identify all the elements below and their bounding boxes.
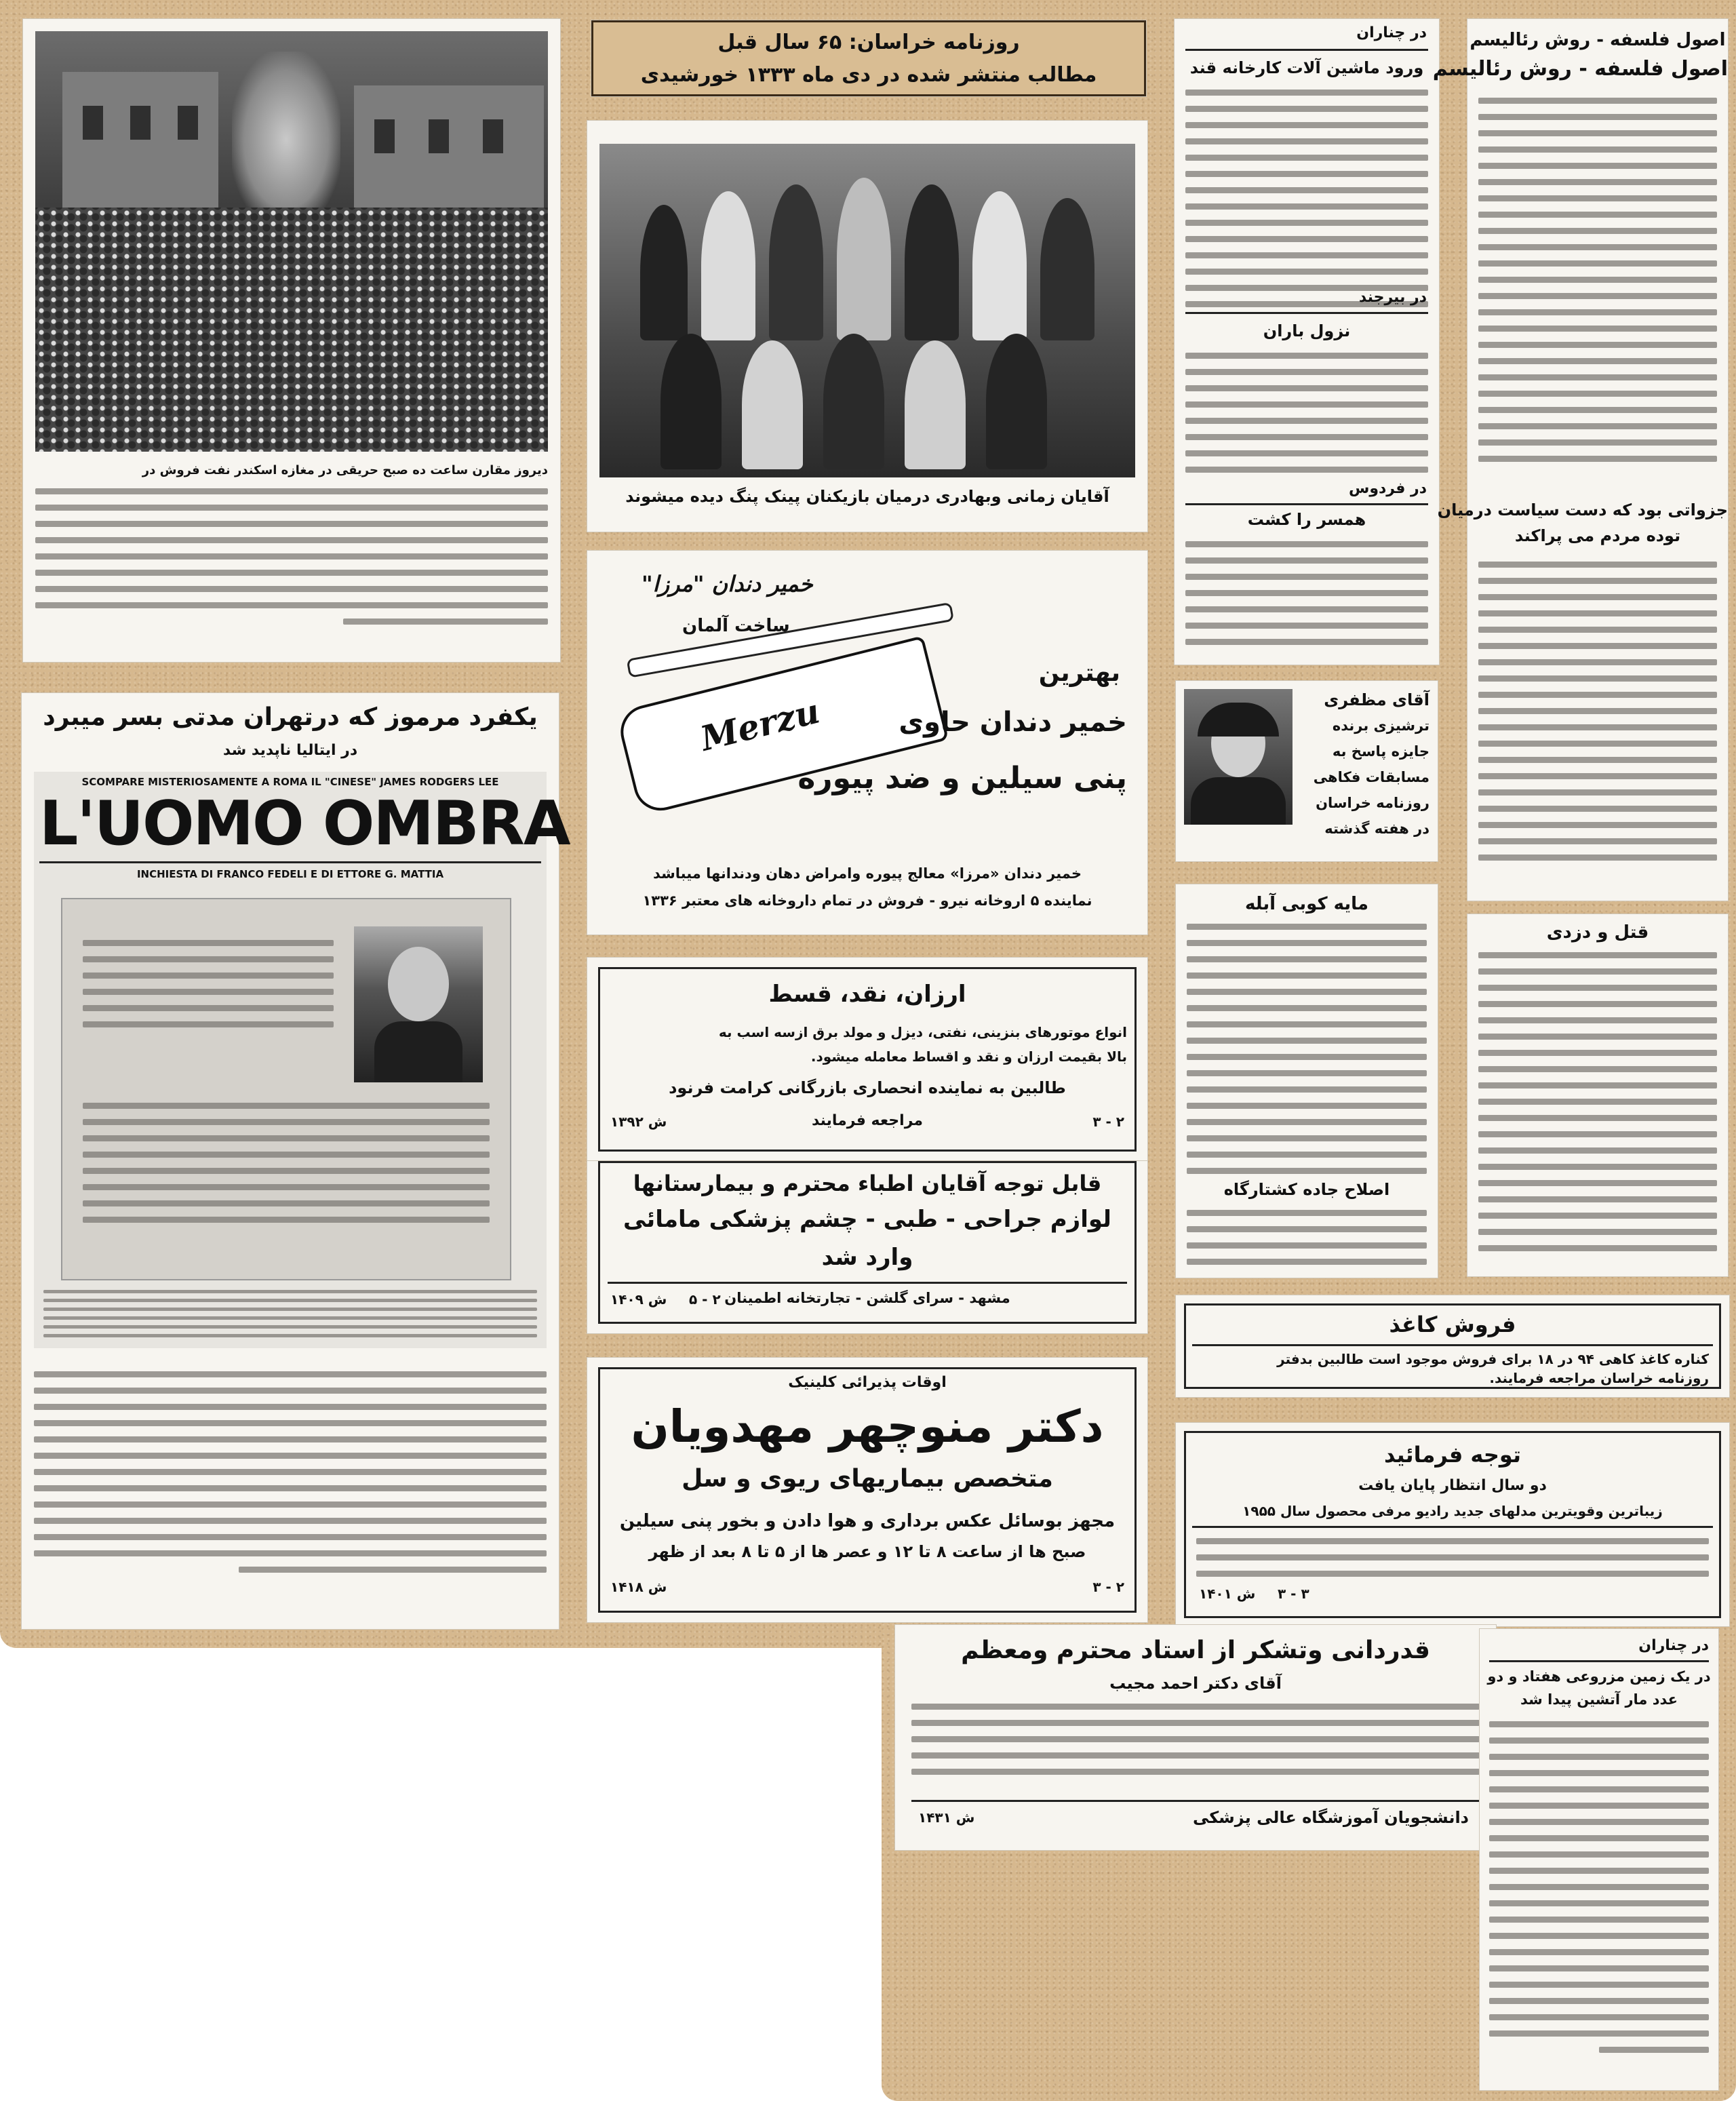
- radio-body: [1196, 1538, 1709, 1587]
- paper-sale-ad: [1176, 1295, 1729, 1397]
- snakes-body: [1489, 1721, 1709, 2063]
- chenaran-headline: ورود ماشین آلات کارخانه قند: [1189, 58, 1424, 77]
- mozaffari-line-5: در هفته گذشته: [1324, 821, 1429, 837]
- players-article: [587, 121, 1147, 532]
- paper-sale-line-1: کناره کاغذ کاهی ۹۴ در ۱۸ برای فروش موجود است طالبین بدفتر: [1277, 1351, 1709, 1367]
- chenaran-body-text: [1185, 90, 1428, 317]
- italian-title: L'UOMO OMBRA: [39, 788, 570, 859]
- mozaffari-line-1: ترشیزی برنده: [1332, 718, 1429, 734]
- doctor-line-2: صبح ها از ساعت ۸ تا ۱۲ و عصر ها از ۵ تا ۸ بعد از ظهر: [648, 1542, 1086, 1561]
- ferdows-body-text: [1185, 541, 1428, 655]
- doctor-code-2: ۲ - ۳: [1092, 1579, 1124, 1595]
- shadow-man-article: [22, 693, 570, 1629]
- toothpaste-ad: [587, 551, 1147, 935]
- philosophy-body-1: [1478, 98, 1717, 472]
- players-photo: [599, 144, 1135, 477]
- radio-headline: توجه فرمائید: [1384, 1442, 1521, 1468]
- mozaffari-photo: [1184, 689, 1293, 825]
- toothpaste-footer-1: خمیر دندان «مرزا» معالج پیوره وامراض دهان ودندانها میباشد: [652, 865, 1082, 882]
- vaccination-body: [1187, 924, 1427, 1184]
- thanks-headline: قدردانی وتشکر از استاد محترم ومعظم: [961, 1636, 1430, 1664]
- engines-ad: [587, 958, 1147, 1161]
- mozaffari-line-2: جایزه پاسخ به: [1332, 743, 1429, 760]
- surgical-code-2: ۲ - ۵: [689, 1291, 721, 1308]
- toothpaste-slogan-2: خمیر دندان حاوی: [899, 707, 1127, 738]
- chenaran-place: در چناران: [1356, 24, 1427, 41]
- header-title: روزنامه خراسان: ۶۵ سال قبل: [717, 31, 1020, 54]
- paper-sale-headline: فروش کاغذ: [1389, 1312, 1516, 1337]
- birjand-headline: نزول باران: [1263, 321, 1351, 340]
- thanks-notice: [895, 1625, 1496, 1850]
- snakes-headline: در یک زمین مزروعی هفتاد و دو: [1487, 1668, 1711, 1685]
- surgical-headline: قابل توجه آقایان اطباء محترم و بیمارستانها: [633, 1171, 1102, 1196]
- thanks-name: آقای دکتر احمد مجیب: [1109, 1674, 1282, 1693]
- thanks-code: ش ۱۴۳۱: [918, 1809, 975, 1826]
- doctor-line-1: مجهز بوسائل عکس برداری و هوا دادن و بخور پنی سیلین: [619, 1511, 1116, 1531]
- birjand-place: در بیرجند: [1358, 289, 1427, 306]
- italian-kicker: SCOMPARE MISTERIOSAMENTE A ROMA IL "CINESE" JAMES RODGERS LEE: [81, 776, 499, 788]
- mozaffari-line-3: مسابقات فکاهی: [1313, 769, 1429, 785]
- doctor-specialty: متخصص بیماریهای ریوی و سل: [682, 1465, 1053, 1493]
- engines-code: ش ۱۳۹۲: [610, 1114, 667, 1130]
- philosophy-headline-repeat: اصول فلسفه - روش رئالیسم: [1432, 57, 1728, 81]
- snakes-headline-2: عدد مار آتشین پیدا شد: [1520, 1691, 1678, 1708]
- engines-line-4: مراجعه فرمایند: [811, 1112, 924, 1129]
- philosophy-bold-line: جزواتی بود که دست سیاست درمیان: [1437, 500, 1728, 519]
- ferdows-headline: همسر را کشت: [1247, 510, 1366, 529]
- toothpaste-slogan-3: پنی سیلین و ضد پیوره: [797, 761, 1127, 796]
- header-box: [591, 20, 1146, 96]
- philosophy-bold-line-2: توده مردم می پراکند: [1514, 526, 1681, 545]
- toothpaste-slogan-1: بهترین: [1038, 659, 1120, 687]
- murder-headline: قتل و دزدی: [1546, 922, 1649, 943]
- shadow-man-headline: یکفرد مرموز که درتهران مدتی بسر میبرد: [43, 703, 538, 731]
- toothpaste-made-in: ساخت آلمان: [682, 616, 790, 636]
- surgical-supplies-ad: [587, 1161, 1147, 1333]
- surgical-footer: مشهد - سرای گلشن - تجارتخانه اطمینان: [724, 1290, 1010, 1306]
- doctor-ad: [587, 1358, 1147, 1622]
- toothpaste-brand-top: خمیر دندان "مرزا": [642, 571, 813, 597]
- fire-caption: دیروز مقارن ساعت ده صبح حریقی در مغازه اسکندر نفت فروش در: [142, 463, 548, 477]
- italian-byline: INCHIESTA DI FRANCO FEDELI E DI ETTORE G. MATTIA: [136, 868, 444, 880]
- doctor-name: دکتر منوچهر مهدویان: [631, 1400, 1104, 1453]
- players-caption: آقایان زمانی وبهادری درمیان بازیکنان پینک پنگ دیده میشوند: [625, 487, 1109, 506]
- engines-headline: ارزان، نقد، قسط: [768, 981, 966, 1008]
- toothpaste-tube-label: Merzu: [696, 690, 824, 759]
- fire-body-text: [35, 488, 548, 635]
- fire-article: [23, 19, 560, 662]
- thanks-body: [911, 1704, 1480, 1785]
- radio-code: ش ۱۴۰۱: [1199, 1586, 1256, 1602]
- header-subtitle: مطالب منتشر شده در دی ماه ۱۳۳۳ خورشیدی: [640, 63, 1097, 87]
- mozaffari-notice: [1176, 681, 1438, 861]
- snakes-place: در چناران: [1638, 1637, 1709, 1654]
- philosophy-body-2: [1478, 562, 1717, 871]
- toothpaste-footer-2: نماینده ۵ اروخانه نیرو - فروش در تمام داروخانه های معتبر ۱۳۳۶: [642, 892, 1092, 909]
- fire-photo: [35, 31, 548, 452]
- doctor-kicker: اوقات پذیرائی کلینیک: [788, 1374, 947, 1391]
- vaccination-notice: [1176, 884, 1438, 1278]
- vaccination-body-2: [1187, 1210, 1427, 1275]
- surgical-line-2: لوازم جراحی - طبی - چشم پزشکی مامائی: [623, 1206, 1111, 1233]
- shadow-man-subhead: در ایتالیا ناپدید شد: [222, 742, 358, 759]
- thanks-signature: دانشجویان آموزشگاه عالی پزشکی: [1192, 1808, 1469, 1827]
- surgical-code: ش ۱۴۰۹: [610, 1291, 667, 1308]
- passport-document: [61, 898, 511, 1280]
- radio-ad: [1176, 1423, 1729, 1626]
- surgical-line-3: وارد شد: [821, 1244, 913, 1271]
- vaccination-subhead: اصلاح جاده کشتارگاه: [1223, 1180, 1390, 1199]
- radio-subhead: دو سال انتظار پایان یافت: [1358, 1477, 1547, 1494]
- italian-newspaper: [34, 772, 570, 1348]
- engines-code-2: ۲ - ۳: [1092, 1114, 1124, 1130]
- mozaffari-line-4: روزنامه خراسان: [1316, 795, 1429, 811]
- doctor-code: ش ۱۴۱۸: [610, 1579, 667, 1595]
- engines-line-2: بالا بقیمت ارزان و نقد و اقساط معامله میشود.: [810, 1048, 1127, 1065]
- philosophy-column: [1432, 19, 1728, 901]
- mozaffari-name: آقای مظفری: [1324, 690, 1429, 709]
- passport-photo: [354, 926, 483, 1082]
- engines-line-1: انواع موتورهای بنزینی، نفتی، دیزل و مولد برق ازسه اسب به: [718, 1024, 1127, 1040]
- snakes-article: [1480, 1629, 1718, 2090]
- vaccination-headline: مایه کوبی آبله: [1244, 894, 1369, 914]
- radio-line-1: زیباترین وقویترین مدلهای جدید رادیو مرفی محصول سال ۱۹۵۵: [1242, 1503, 1663, 1519]
- murder-article: [1467, 914, 1728, 1276]
- philosophy-headline: اصول فلسفه - روش رئالیسم: [1469, 30, 1726, 50]
- engines-line-3: طالبین به نماینده انحصاری بازرگانی کرامت فرنود: [669, 1078, 1066, 1097]
- murder-body: [1478, 952, 1717, 1261]
- shadow-man-body-text: [34, 1371, 547, 1583]
- radio-code-2: ۳ - ۳: [1278, 1586, 1309, 1602]
- chenaran-column: [1175, 19, 1439, 665]
- paper-sale-line-2: روزنامه خراسان مراجعه فرمایند.: [1489, 1370, 1709, 1386]
- ferdows-place: در فردوس: [1348, 480, 1427, 497]
- birjand-body-text: [1185, 353, 1428, 483]
